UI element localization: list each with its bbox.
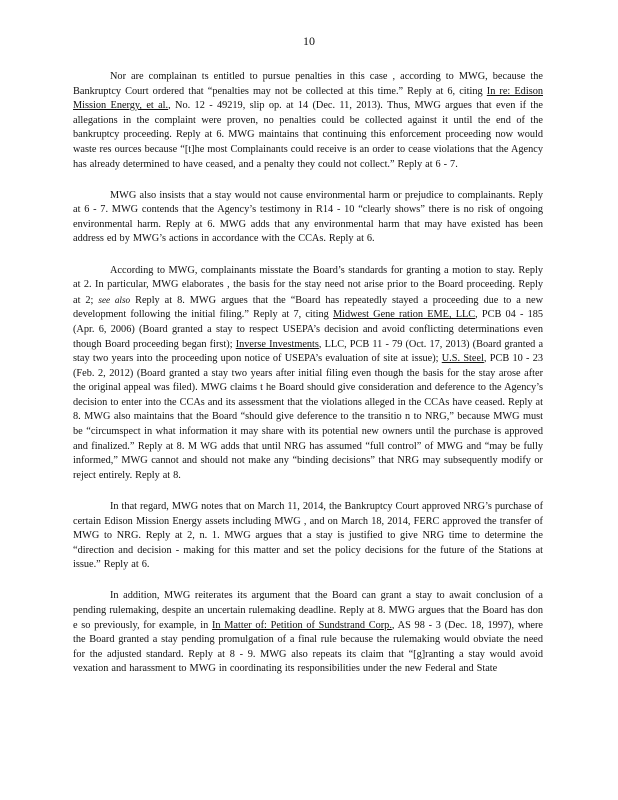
paragraph-stay-standards <box>73 264 543 484</box>
case-citation-inverse-investments: Inverse Investments <box>235 338 319 350</box>
text-segment: , LLC, PCB 11 - 79 (Oct. 17, 2013) (Board granted a stay two years into the proceeding upon notice of USEPA’s evaluation of site at issue); <box>73 338 544 365</box>
paragraph-pending-rulemaking <box>73 589 543 677</box>
text-segment: Reply at 8. MWG argues that the “Board has repeatedly stayed a proceeding due to a new development following the initial filing.” Reply at 7, citing <box>73 294 543 321</box>
case-citation-midwest-generation: Midwest Gene ration EME, LLC <box>332 309 476 321</box>
text-segment: , PCB 04 - 185 (Apr. 6, 2006) (Board granted a stay to respect USEPA’s decision and avoid conflicting determinations even though Board proceeding began first); <box>73 309 544 350</box>
case-citation-edison-mission: In re: Edison Mission Energy, et al. <box>73 85 543 112</box>
text-segment: In that regard, MWG notes that on March 11, 2014, the Bankruptcy Court approved NRG’s purchase of certain Edison Mission Energy assets including MWG , and on March 18, 2014, FERC approved the transfer of MWG to NRG. Reply at 2, n. 1. MWG argues that a stay is justified to give NRG time to determine the “direction and decision - making for this matter and set the policy decisions for the future of the Stations at issue.” Reply at 6. <box>73 500 543 571</box>
text-segment: According to MWG, complainants misstate the Board’s standards for granting a motion to stay. Reply at 2. In particular, MWG elaborates , the basis for the stay need not arise prior to the Board proceeding. Reply at 2; <box>73 264 543 306</box>
italic-signal-see-also: see also <box>98 294 131 305</box>
text-segment: , PCB 10 - 23 (Feb. 2, 2012) (Board granted a stay two years after initial filing even though the basis for the stay arose after the original appeal was filed). MWG claims t he Board should give consideration and deference to the Agency’s decision to enter into the CCAs and its assessment that the violations alleged in the CCAs have ceased. Reply at 8. MWG also maintains that the Board “should give deference to the transitio n to NRG,” because MWG must be “circumspect in what information it may share with its potential new owners until the purchase is approved and finalized.” Reply at 8. M WG adds that until NRG has assumed “full control” of MWG and “may be fully informed,” MWG cannot and should not make any “binding decisions” that NRG may subsequently modify or reject entirely. Reply at 8. <box>73 353 543 481</box>
body-text <box>73 70 543 693</box>
paragraph-penalties <box>73 70 543 172</box>
text-segment: In addition, MWG reiterates its argument that the Board can grant a stay to await conclusion of a pending rulemaking, despite an uncertain rulemaking deadline. Reply at 8. MWG argues that the Board has don e so previously, for example, in <box>73 590 543 631</box>
case-citation-sundstrand: In Matter of: Petition of Sundstrand Corp. <box>211 619 392 631</box>
paragraph-no-harm <box>73 189 543 247</box>
text-segment: , AS 98 - 3 (Dec. 18, 1997), where the Board granted a stay pending promulgation of a final rule because the rulemaking would obviate the need for the adjusted standard. Reply at 8 - 9. MWG also repeats its claim that “[g]ranting a stay would avoid vexation and harassment to MWG in coordinating its responsibilities under the new Federal and State <box>73 619 543 675</box>
paragraph-nrg-purchase <box>73 500 543 573</box>
case-citation-us-steel: U.S. Steel <box>441 353 484 365</box>
page-number: 10 <box>303 34 315 48</box>
text-segment: , No. 12 - 49219, slip op. at 14 (Dec. 11, 2013). Thus, MWG argues that even if the allegations in the complaint were proven, no penalties could be collected against it until the end of the bankruptcy proceeding. Reply at 6. MWG maintains that continuing this enforcement proceeding now would waste res ources because “[t]he most Complainants could receive is an order to cease violations that the Agency has already determined to have ceased, and a penalty they could not collect.” Reply at 6 - 7. <box>73 100 543 170</box>
text-segment: MWG also insists that a stay would not cause environmental harm or prejudice to complainants. Reply at 6 - 7. MWG contends that the Agency’s testimony in R14 - 10 “clearly shows” there is no risk of ongoing environmental harm. Reply at 6. MWG adds that any environmental harm that may have existed has been address ed by MWG’s actions in accordance with the CCAs. Reply at 6. <box>73 189 543 245</box>
text-segment: Nor are complainan ts entitled to pursue penalties in this case , according to MWG, because the Bankruptcy Court ordered that “penalties may not be collected at this time.” Reply at 6, citing <box>73 71 543 97</box>
